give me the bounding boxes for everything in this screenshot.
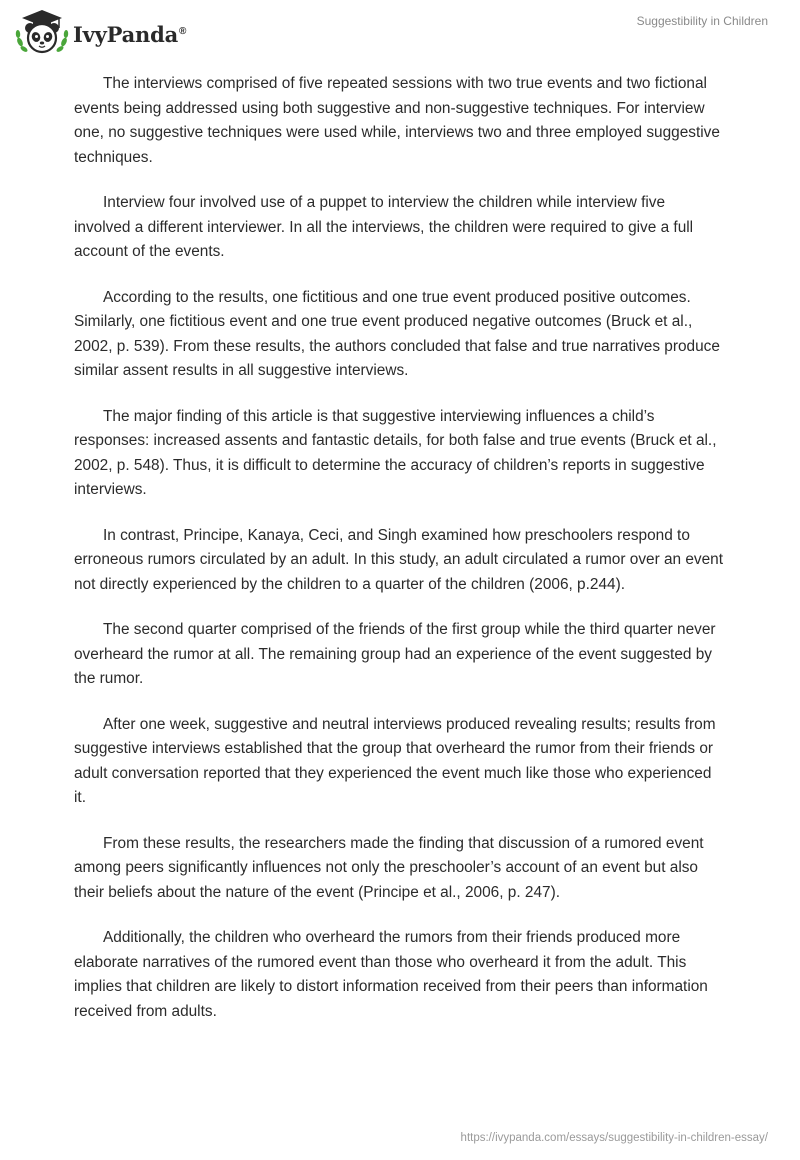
paragraph: The major finding of this article is that suggestive interviewing influences a child’s responses: increased assents and fantastic details, for both false and true events (Bruck et al., 2002, p. 548). Thus, it is difficult to determine the accuracy of children’s reports in suggestive interviews. <box>74 407 717 498</box>
document-title: Suggestibility in Children <box>636 14 768 28</box>
paragraph: The second quarter comprised of the friends of the first group while the third quarter never overheard the rumor at all. The remaining group had an experience of the event suggested by the rumor. <box>74 621 716 687</box>
page-header <box>0 0 800 60</box>
ivypanda-logo[interactable] <box>14 8 186 56</box>
paragraph: The interviews comprised of five repeated sessions with two true events and two fictional events being addressed using both suggestive and non-suggestive techniques. For interview one, no suggestive techniques were used while, interviews two and three employed suggestive techniques. <box>74 75 720 166</box>
registered-mark: ® <box>179 25 187 37</box>
logo-wordmark: IvyPanda® <box>73 21 187 47</box>
panda-graduate-icon <box>14 8 70 56</box>
paragraph: Additionally, the children who overheard the rumors from their friends produced more elaborate narratives of the rumored event than those who overheard it from the adult. This implies that children are likely to distort information received from their peers than information received from adults. <box>74 929 708 1020</box>
paragraph: After one week, suggestive and neutral interviews produced revealing results; results from suggestive interviews established that the group that overheard the rumor from their friends or adult conversation reported that they experienced the event much like those who experienced it. <box>74 715 716 806</box>
paragraph: According to the results, one fictitious and one true event produced positive outcomes. Similarly, one fictitious event and one true event produced negative outcomes (Bruck et al., 2002, p. 539). From these results, the authors concluded that false and true narratives produce similar assent results in all suggestive interviews. <box>74 288 720 379</box>
essay-body <box>74 72 724 1045</box>
paragraph: Interview four involved use of a puppet to interview the children while interview five involved a different interviewer. In all the interviews, the children were required to give a full account of the events. <box>74 194 694 260</box>
paragraph: In contrast, Principe, Kanaya, Ceci, and Singh examined how preschoolers respond to erroneous rumors circulated by an adult. In this study, an adult circulated a rumor over an event not directly experienced by the children to a quarter of the children (2006, p.244). <box>74 526 724 593</box>
paragraph: From these results, the researchers made the finding that discussion of a rumored event among peers significantly influences not only the preschooler’s account of an event but also their beliefs about the nature of the event (Principe et al., 2006, p. 247). <box>74 834 704 901</box>
source-url-link[interactable]: https://ivypanda.com/essays/suggestibility-in-children-essay/ <box>460 1132 768 1144</box>
